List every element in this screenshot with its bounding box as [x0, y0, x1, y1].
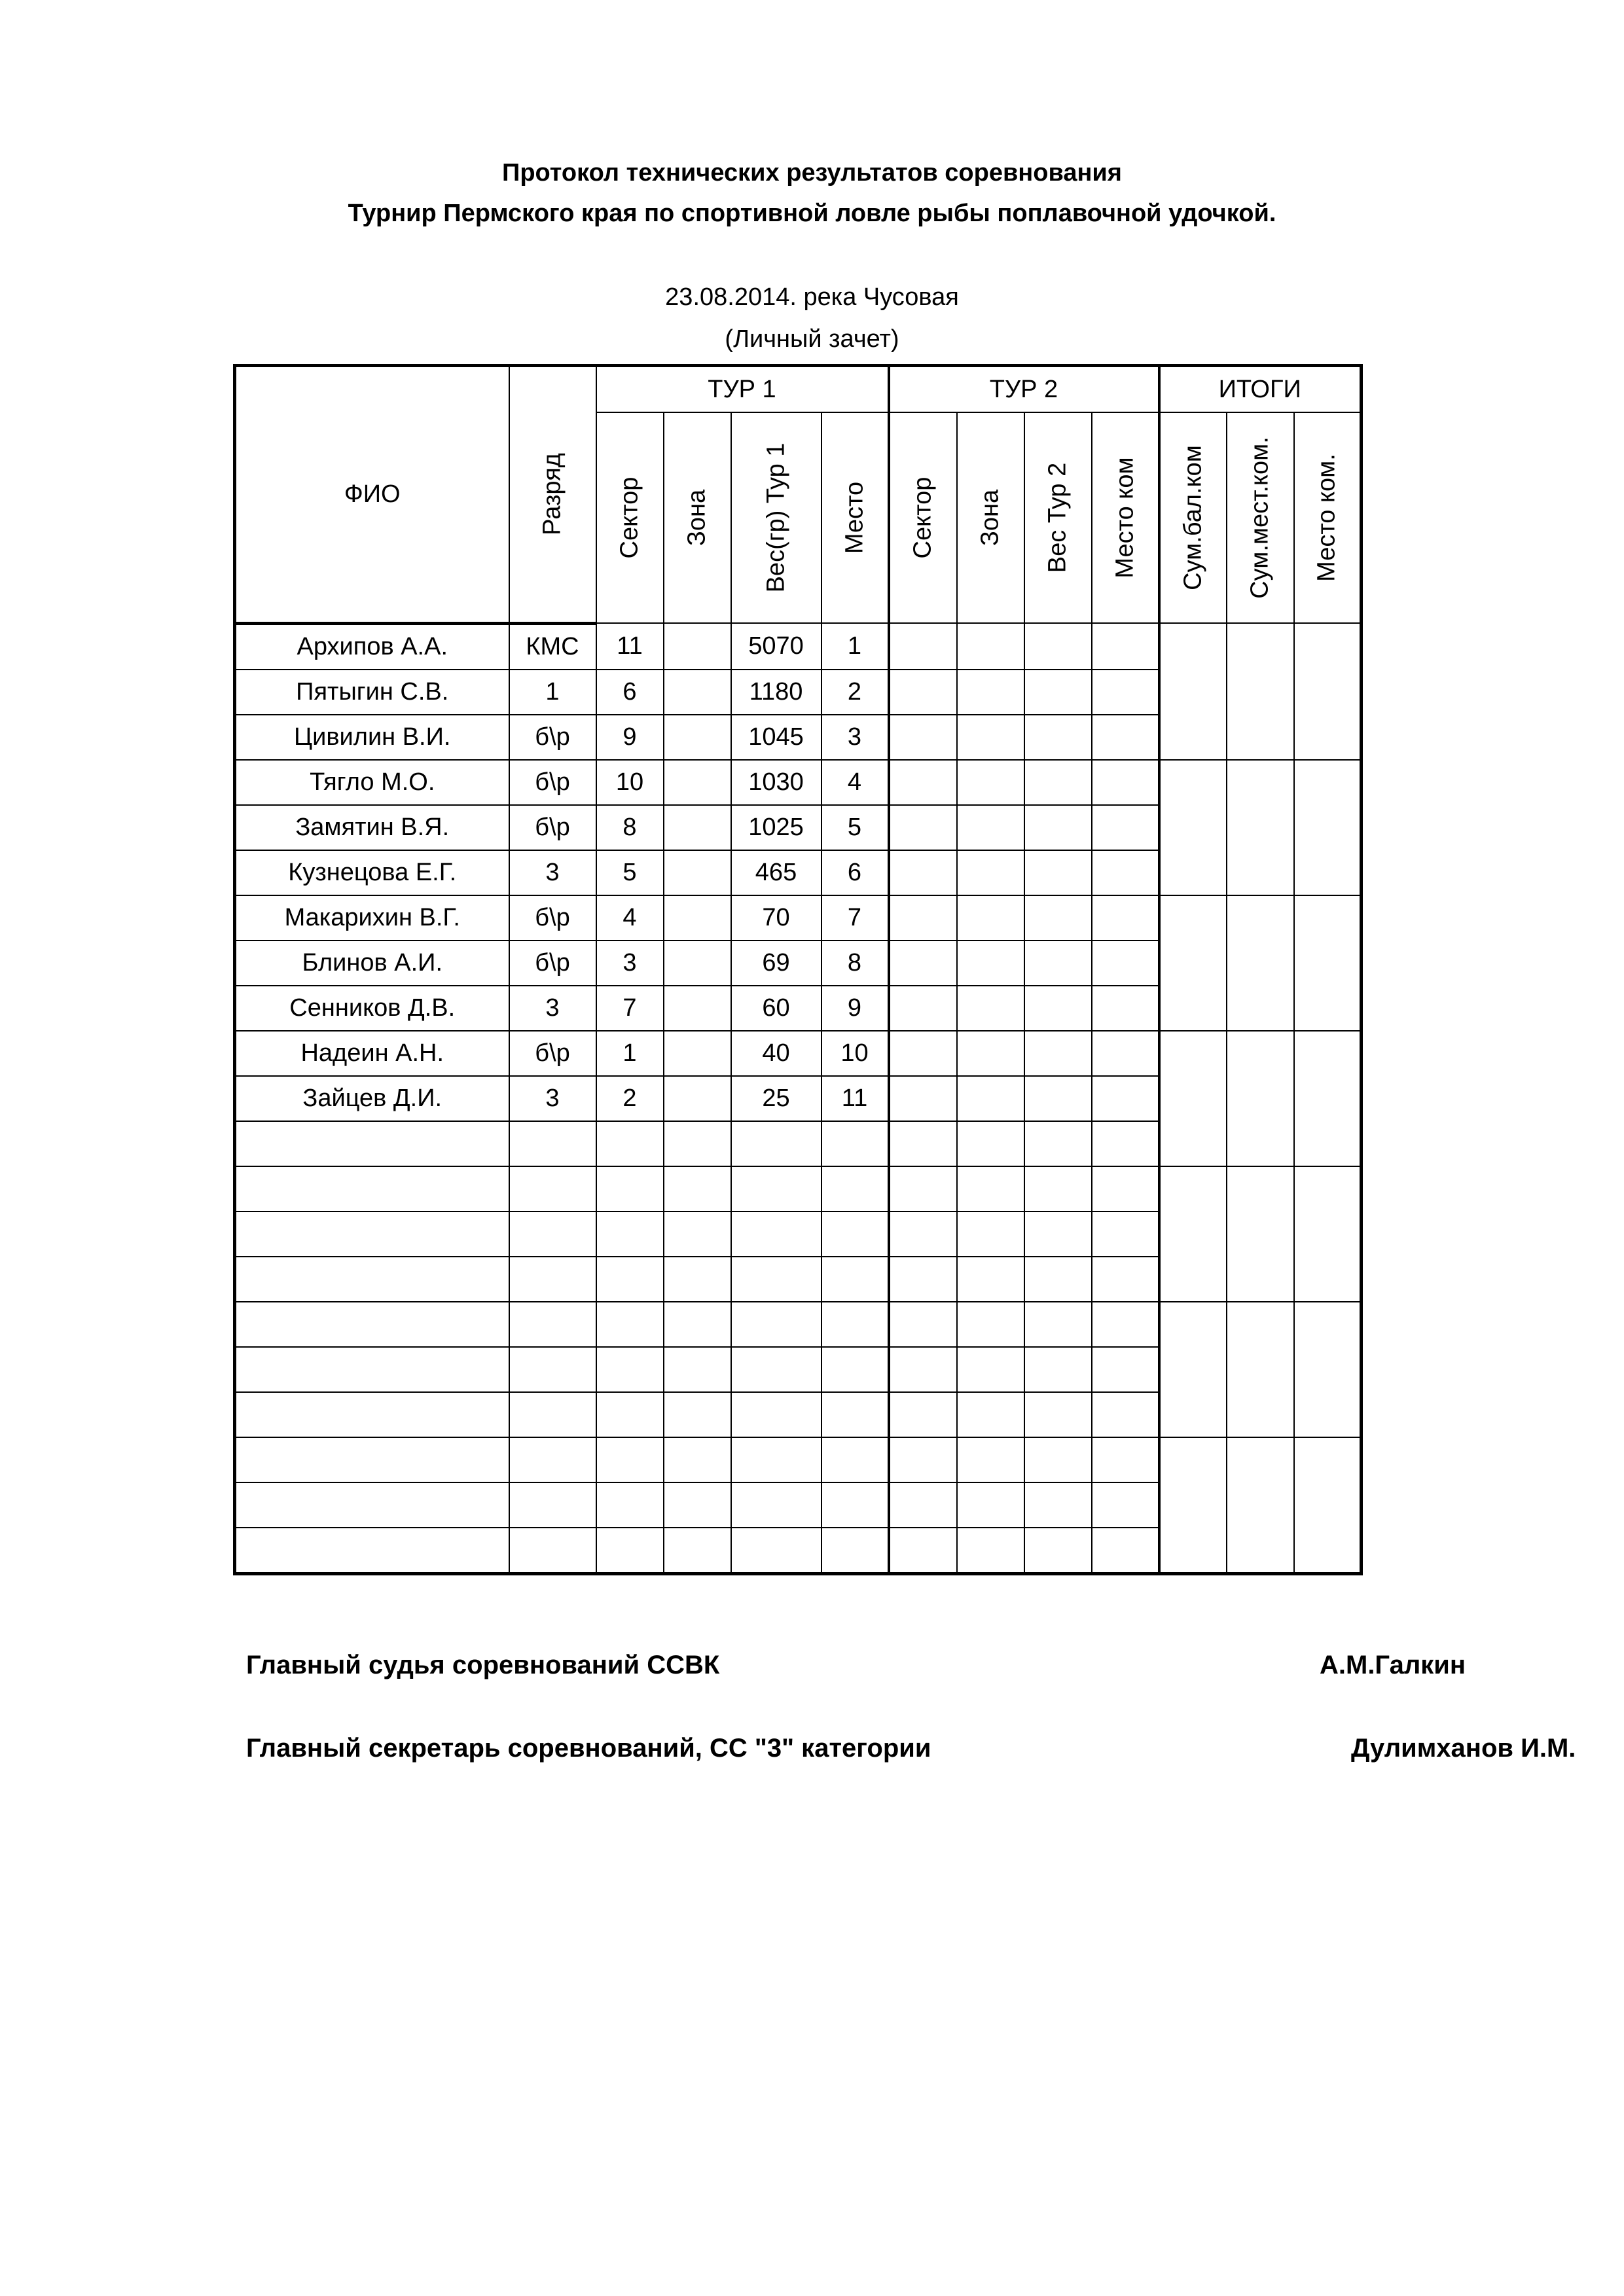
cell-t2-team-place	[1092, 1031, 1159, 1076]
cell-rank	[509, 1392, 596, 1437]
cell-sum-points	[1159, 895, 1227, 1031]
cell-rank: 3	[509, 850, 596, 895]
cell-weight: 69	[731, 941, 821, 986]
cell-weight	[731, 1482, 821, 1528]
chief-secretary-role: Главный секретарь соревнований, СС "3" категории	[246, 1734, 931, 1763]
table-row	[235, 1166, 1362, 1211]
cell-place	[821, 1166, 889, 1211]
header-tour2: ТУР 2	[889, 366, 1159, 413]
header-t1-zone	[664, 412, 731, 623]
cell-t2-team-place	[1092, 1076, 1159, 1121]
header-t2-weight-label: Вес Тур 2	[1043, 462, 1072, 573]
cell-t2-sector	[889, 1482, 957, 1528]
header-t2-zone-label: Зона	[976, 489, 1004, 547]
cell-weight	[731, 1528, 821, 1574]
cell-sum-points	[1159, 1302, 1227, 1437]
header-t1-weight	[731, 412, 821, 623]
cell-t2-team-place	[1092, 1302, 1159, 1347]
cell-sector	[596, 1482, 664, 1528]
cell-weight: 60	[731, 986, 821, 1031]
table-row	[235, 895, 1362, 941]
cell-t2-weight	[1024, 670, 1092, 715]
cell-t2-weight	[1024, 850, 1092, 895]
cell-t2-sector	[889, 850, 957, 895]
cell-rank	[509, 1166, 596, 1211]
cell-t2-zone	[957, 670, 1024, 715]
cell-t2-zone	[957, 1257, 1024, 1302]
cell-name: Цивилин В.И.	[235, 715, 509, 760]
cell-sector	[596, 1437, 664, 1482]
cell-zone	[664, 1482, 731, 1528]
cell-rank: б\р	[509, 760, 596, 805]
cell-sector: 6	[596, 670, 664, 715]
cell-weight	[731, 1437, 821, 1482]
cell-name	[235, 1257, 509, 1302]
cell-zone	[664, 1166, 731, 1211]
cell-t2-sector	[889, 623, 957, 670]
header-sum-places	[1227, 412, 1294, 623]
cell-team-place	[1294, 1031, 1362, 1166]
cell-name	[235, 1302, 509, 1347]
cell-name	[235, 1166, 509, 1211]
header-t1-sector	[596, 412, 664, 623]
header-totals: ИТОГИ	[1159, 366, 1362, 413]
cell-name: Зайцев Д.И.	[235, 1076, 509, 1121]
cell-place	[821, 1482, 889, 1528]
chief-judge-name: А.М.Галкин	[1320, 1651, 1466, 1679]
cell-t2-weight	[1024, 1528, 1092, 1574]
cell-sector	[596, 1211, 664, 1257]
cell-t2-sector	[889, 1257, 957, 1302]
cell-t2-sector	[889, 1076, 957, 1121]
header-t1-place-label: Место	[840, 481, 868, 554]
cell-sum-places	[1227, 1302, 1294, 1437]
cell-sum-places	[1227, 895, 1294, 1031]
cell-zone	[664, 850, 731, 895]
cell-t2-team-place	[1092, 1392, 1159, 1437]
cell-zone	[664, 1257, 731, 1302]
cell-t2-team-place	[1092, 1528, 1159, 1574]
cell-t2-weight	[1024, 623, 1092, 670]
cell-zone	[664, 941, 731, 986]
cell-rank	[509, 1257, 596, 1302]
cell-t2-zone	[957, 941, 1024, 986]
cell-t2-zone	[957, 1166, 1024, 1211]
header-tour1: ТУР 1	[596, 366, 889, 413]
cell-rank: б\р	[509, 715, 596, 760]
cell-place	[821, 1257, 889, 1302]
cell-rank	[509, 1302, 596, 1347]
cell-zone	[664, 805, 731, 850]
table-row	[235, 760, 1362, 805]
cell-rank: 3	[509, 986, 596, 1031]
cell-sector: 10	[596, 760, 664, 805]
cell-place: 5	[821, 805, 889, 850]
cell-t2-weight	[1024, 1347, 1092, 1392]
header-t2-weight	[1024, 412, 1092, 623]
cell-t2-weight	[1024, 805, 1092, 850]
cell-place	[821, 1121, 889, 1166]
cell-team-place	[1294, 623, 1362, 760]
cell-weight	[731, 1257, 821, 1302]
cell-t2-team-place	[1092, 670, 1159, 715]
cell-t2-weight	[1024, 1166, 1092, 1211]
cell-t2-weight	[1024, 895, 1092, 941]
cell-weight: 1045	[731, 715, 821, 760]
cell-name: Пятыгин С.В.	[235, 670, 509, 715]
cell-t2-sector	[889, 1437, 957, 1482]
cell-t2-weight	[1024, 1392, 1092, 1437]
cell-team-place	[1294, 895, 1362, 1031]
cell-t2-sector	[889, 1121, 957, 1166]
cell-sum-places	[1227, 1166, 1294, 1302]
cell-rank: 1	[509, 670, 596, 715]
header-fio: ФИО	[235, 366, 509, 624]
header-t2-team-place	[1092, 412, 1159, 623]
cell-sum-points	[1159, 1166, 1227, 1302]
tournament-title: Турнир Пермского края по спортивной ловле рыбы поплавочной удочкой.	[348, 200, 1276, 227]
cell-rank	[509, 1211, 596, 1257]
cell-t2-team-place	[1092, 895, 1159, 941]
cell-sum-points	[1159, 1437, 1227, 1574]
cell-sum-places	[1227, 623, 1294, 760]
cell-t2-team-place	[1092, 1211, 1159, 1257]
cell-t2-team-place	[1092, 715, 1159, 760]
cell-t2-weight	[1024, 1437, 1092, 1482]
cell-t2-zone	[957, 805, 1024, 850]
cell-t2-zone	[957, 1121, 1024, 1166]
cell-sum-places	[1227, 1031, 1294, 1166]
cell-zone	[664, 1437, 731, 1482]
cell-rank: б\р	[509, 1031, 596, 1076]
cell-place: 4	[821, 760, 889, 805]
cell-t2-sector	[889, 1347, 957, 1392]
header-t1-zone-label: Зона	[683, 489, 711, 547]
cell-weight	[731, 1302, 821, 1347]
cell-zone	[664, 1392, 731, 1437]
cell-weight	[731, 1121, 821, 1166]
cell-weight: 1180	[731, 670, 821, 715]
cell-t2-zone	[957, 623, 1024, 670]
header-sum-points-label: Сум.бал.ком	[1179, 445, 1206, 590]
cell-t2-zone	[957, 1302, 1024, 1347]
cell-place: 9	[821, 986, 889, 1031]
cell-name	[235, 1392, 509, 1437]
table-row	[235, 1031, 1362, 1076]
cell-zone	[664, 1211, 731, 1257]
cell-sector	[596, 1528, 664, 1574]
cell-rank	[509, 1482, 596, 1528]
cell-name: Макарихин В.Г.	[235, 895, 509, 941]
cell-weight	[731, 1392, 821, 1437]
cell-rank: б\р	[509, 805, 596, 850]
cell-name	[235, 1437, 509, 1482]
date-place: 23.08.2014. река Чусовая	[665, 283, 959, 311]
header-t2-sector	[889, 412, 957, 623]
header-t2-team-place-label: Место ком	[1111, 457, 1138, 579]
cell-team-place	[1294, 1166, 1362, 1302]
header-sum-places-label: Сум.мест.ком.	[1246, 437, 1274, 599]
chief-judge-role: Главный судья соревнований ССВК	[246, 1651, 720, 1679]
cell-name: Надеин А.Н.	[235, 1031, 509, 1076]
cell-rank: б\р	[509, 895, 596, 941]
cell-t2-zone	[957, 715, 1024, 760]
cell-t2-team-place	[1092, 623, 1159, 670]
cell-t2-sector	[889, 670, 957, 715]
cell-weight	[731, 1166, 821, 1211]
cell-t2-weight	[1024, 1482, 1092, 1528]
cell-sector	[596, 1347, 664, 1392]
cell-zone	[664, 1076, 731, 1121]
cell-name	[235, 1528, 509, 1574]
cell-weight: 1025	[731, 805, 821, 850]
cell-zone	[664, 986, 731, 1031]
cell-t2-team-place	[1092, 1437, 1159, 1482]
header-t2-sector-label: Сектор	[909, 476, 937, 559]
cell-weight	[731, 1211, 821, 1257]
cell-place: 2	[821, 670, 889, 715]
cell-t2-sector	[889, 715, 957, 760]
cell-t2-team-place	[1092, 986, 1159, 1031]
cell-zone	[664, 1347, 731, 1392]
cell-name: Сенников Д.В.	[235, 986, 509, 1031]
cell-t2-weight	[1024, 1302, 1092, 1347]
cell-zone	[664, 895, 731, 941]
header-team-place	[1294, 412, 1362, 623]
cell-t2-sector	[889, 1528, 957, 1574]
cell-t2-weight	[1024, 715, 1092, 760]
cell-weight	[731, 1347, 821, 1392]
cell-sum-places	[1227, 1437, 1294, 1574]
cell-t2-sector	[889, 1166, 957, 1211]
cell-t2-sector	[889, 1211, 957, 1257]
cell-place	[821, 1392, 889, 1437]
cell-name: Тягло М.О.	[235, 760, 509, 805]
cell-team-place	[1294, 760, 1362, 895]
header-sum-points	[1159, 412, 1227, 623]
cell-t2-zone	[957, 895, 1024, 941]
cell-t2-sector	[889, 895, 957, 941]
cell-t2-team-place	[1092, 1121, 1159, 1166]
cell-place: 3	[821, 715, 889, 760]
cell-team-place	[1294, 1302, 1362, 1437]
header-t2-zone	[957, 412, 1024, 623]
table-row	[235, 1437, 1362, 1482]
cell-rank	[509, 1437, 596, 1482]
header-rank-label: Разряд	[538, 453, 566, 536]
results-body	[235, 623, 1362, 1573]
cell-t2-team-place	[1092, 1347, 1159, 1392]
cell-name: Кузнецова Е.Г.	[235, 850, 509, 895]
header-t1-place	[821, 412, 889, 623]
cell-place: 1	[821, 623, 889, 670]
cell-t2-zone	[957, 1482, 1024, 1528]
cell-sector: 9	[596, 715, 664, 760]
cell-team-place	[1294, 1437, 1362, 1574]
cell-place	[821, 1437, 889, 1482]
cell-sector	[596, 1121, 664, 1166]
header-t1-sector-label: Сектор	[615, 476, 643, 559]
cell-sum-points	[1159, 1031, 1227, 1166]
cell-place	[821, 1528, 889, 1574]
cell-rank	[509, 1121, 596, 1166]
cell-t2-zone	[957, 760, 1024, 805]
cell-name: Блинов А.И.	[235, 941, 509, 986]
cell-t2-weight	[1024, 941, 1092, 986]
cell-t2-zone	[957, 1031, 1024, 1076]
cell-zone	[664, 623, 731, 670]
cell-name	[235, 1482, 509, 1528]
cell-t2-sector	[889, 1031, 957, 1076]
classification: (Личный зачет)	[725, 325, 899, 353]
cell-t2-zone	[957, 1392, 1024, 1437]
cell-t2-weight	[1024, 1257, 1092, 1302]
cell-sector	[596, 1166, 664, 1211]
cell-t2-weight	[1024, 1031, 1092, 1076]
cell-t2-zone	[957, 1528, 1024, 1574]
table-row	[235, 1302, 1362, 1347]
cell-zone	[664, 670, 731, 715]
cell-sector: 4	[596, 895, 664, 941]
cell-t2-zone	[957, 1437, 1024, 1482]
cell-t2-zone	[957, 1347, 1024, 1392]
cell-t2-weight	[1024, 1121, 1092, 1166]
cell-sector: 3	[596, 941, 664, 986]
cell-t2-team-place	[1092, 1166, 1159, 1211]
cell-name	[235, 1211, 509, 1257]
cell-name: Замятин В.Я.	[235, 805, 509, 850]
cell-t2-zone	[957, 850, 1024, 895]
cell-t2-team-place	[1092, 941, 1159, 986]
cell-t2-team-place	[1092, 760, 1159, 805]
header-rank	[509, 366, 596, 624]
cell-name	[235, 1121, 509, 1166]
cell-sector: 5	[596, 850, 664, 895]
cell-t2-sector	[889, 760, 957, 805]
cell-sector	[596, 1392, 664, 1437]
cell-sector	[596, 1257, 664, 1302]
cell-rank: 3	[509, 1076, 596, 1121]
cell-place: 11	[821, 1076, 889, 1121]
cell-name: Архипов А.А.	[235, 623, 509, 670]
cell-rank: б\р	[509, 941, 596, 986]
cell-rank	[509, 1347, 596, 1392]
cell-name	[235, 1347, 509, 1392]
cell-t2-sector	[889, 805, 957, 850]
cell-t2-sector	[889, 1302, 957, 1347]
cell-t2-zone	[957, 1076, 1024, 1121]
cell-sum-places	[1227, 760, 1294, 895]
cell-zone	[664, 1121, 731, 1166]
header-team-place-label: Место ком.	[1312, 454, 1341, 582]
cell-zone	[664, 760, 731, 805]
cell-place	[821, 1211, 889, 1257]
cell-zone	[664, 715, 731, 760]
cell-t2-weight	[1024, 760, 1092, 805]
cell-place	[821, 1347, 889, 1392]
results-table	[233, 364, 1363, 1575]
cell-t2-team-place	[1092, 1482, 1159, 1528]
header-t1-weight-label: Вес(гр) Тур 1	[762, 442, 789, 593]
cell-rank: КМС	[509, 623, 596, 670]
chief-secretary-name: Дулимханов И.М.	[1351, 1734, 1576, 1763]
cell-t2-team-place	[1092, 850, 1159, 895]
cell-t2-weight	[1024, 1211, 1092, 1257]
cell-weight: 40	[731, 1031, 821, 1076]
cell-place	[821, 1302, 889, 1347]
cell-sector: 11	[596, 623, 664, 670]
cell-t2-zone	[957, 986, 1024, 1031]
cell-t2-team-place	[1092, 1257, 1159, 1302]
cell-place: 10	[821, 1031, 889, 1076]
cell-place: 7	[821, 895, 889, 941]
cell-t2-sector	[889, 941, 957, 986]
cell-place: 6	[821, 850, 889, 895]
cell-t2-zone	[957, 1211, 1024, 1257]
cell-sector: 1	[596, 1031, 664, 1076]
cell-sum-points	[1159, 760, 1227, 895]
cell-sector: 2	[596, 1076, 664, 1121]
cell-sector: 7	[596, 986, 664, 1031]
cell-sum-points	[1159, 623, 1227, 760]
cell-sector: 8	[596, 805, 664, 850]
cell-weight: 5070	[731, 623, 821, 670]
cell-weight: 465	[731, 850, 821, 895]
cell-zone	[664, 1528, 731, 1574]
cell-zone	[664, 1031, 731, 1076]
cell-place: 8	[821, 941, 889, 986]
cell-weight: 1030	[731, 760, 821, 805]
cell-t2-sector	[889, 1392, 957, 1437]
cell-weight: 25	[731, 1076, 821, 1121]
cell-t2-sector	[889, 986, 957, 1031]
table-row	[235, 623, 1362, 670]
cell-sector	[596, 1302, 664, 1347]
cell-t2-weight	[1024, 1076, 1092, 1121]
cell-zone	[664, 1302, 731, 1347]
cell-t2-weight	[1024, 986, 1092, 1031]
cell-rank	[509, 1528, 596, 1574]
cell-t2-team-place	[1092, 805, 1159, 850]
cell-weight: 70	[731, 895, 821, 941]
document-title: Протокол технических результатов соревнования	[502, 159, 1122, 187]
